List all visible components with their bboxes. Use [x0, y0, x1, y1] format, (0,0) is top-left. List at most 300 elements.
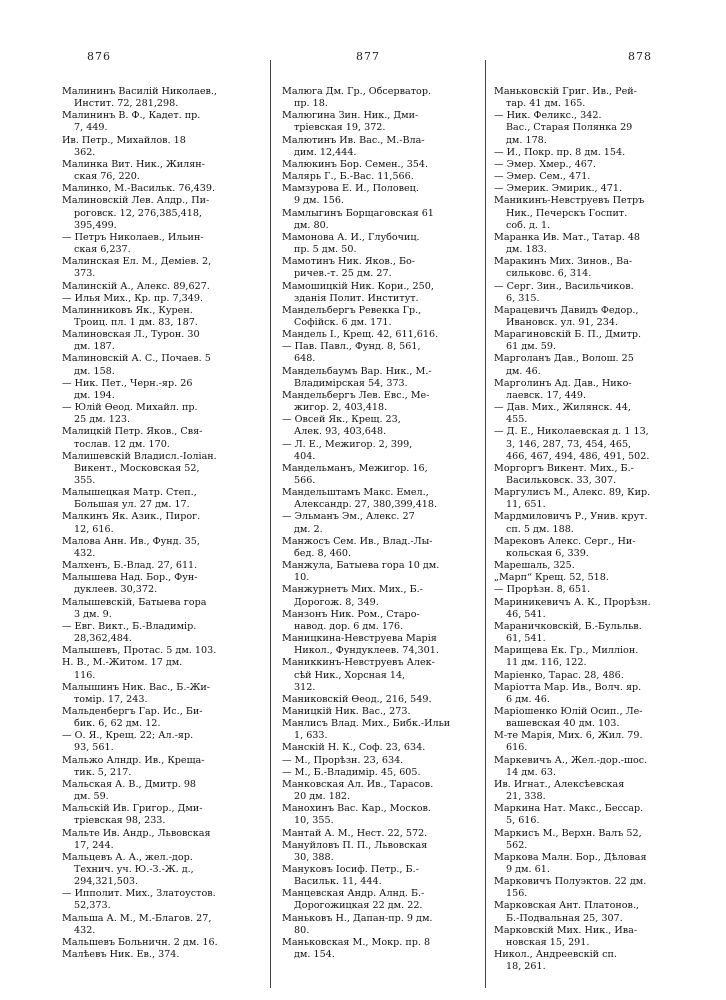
entry-line: Маркисъ М., Верхн. Валъ 52,: [494, 827, 642, 839]
entry-line: Маницкина-Невструева Марія: [282, 633, 437, 645]
entry-line: — Илья Мих., Кр. пр. 7,349.: [62, 292, 204, 304]
entry-line: — Петръ Николаев., Ильин-: [62, 231, 204, 243]
directory-entry: [494, 682, 708, 706]
entry-line: Малышецкая Матр. Степ.,: [62, 487, 197, 499]
directory-entry: [62, 195, 274, 231]
entry-line: 373.: [74, 268, 96, 280]
entry-line: 1, 633.: [294, 730, 328, 742]
page-number-right: 878: [628, 50, 652, 63]
directory-entry: [494, 426, 708, 462]
directory-entry: [282, 110, 494, 134]
entry-line: 432.: [74, 547, 96, 559]
directory-entry: [282, 414, 494, 438]
directory-entry: [282, 706, 494, 718]
directory-entry: [282, 135, 494, 159]
entry-line: Александр. 27, 380,399,418.: [294, 499, 438, 511]
entry-line: 5, 616.: [506, 815, 540, 827]
entry-line: Маньковская М., Мокр. пр. 8: [282, 936, 431, 948]
directory-entry: [494, 706, 708, 730]
directory-entry: [62, 730, 274, 754]
directory-entry: [282, 767, 494, 779]
directory-entry: [282, 694, 494, 706]
entry-line: 30, 388.: [294, 851, 334, 863]
entry-line: Мальскій Ив. Григор., Дми-: [62, 803, 203, 815]
entry-line: Ив. Игнат., Алексѣевская: [494, 778, 625, 790]
entry-line: дм. 46.: [506, 365, 541, 377]
entry-line: 616.: [506, 742, 528, 754]
entry-line: 9 дм. 156.: [294, 195, 344, 207]
entry-line: сильковс. 6, 314.: [506, 268, 592, 280]
entry-line: Владимірская 54, 373.: [294, 377, 408, 389]
entry-line: Малиновскій Лев. Алдр., Пи-: [62, 195, 210, 207]
directory-entry: [282, 171, 494, 183]
entry-line: 21, 338.: [506, 791, 546, 803]
entry-line: ричев.-т. 25 дм. 27.: [294, 268, 392, 280]
entry-line: 61, 541.: [506, 633, 546, 645]
directory-entry: [62, 487, 274, 511]
entry-line: 52,373.: [74, 900, 111, 912]
directory-entry: [62, 353, 274, 377]
entry-line: 6, 315.: [506, 292, 540, 304]
directory-entry: [62, 159, 274, 183]
directory-entry: [494, 572, 708, 584]
entry-line: Мамошицкій Ник. Кори., 250,: [282, 280, 434, 292]
entry-line: Мальшевъ Больничн. 2 дм. 16.: [62, 936, 218, 948]
directory-entry: [62, 572, 274, 596]
entry-line: Маниккинъ-Невструевъ Алек-: [282, 657, 435, 669]
entry-line: Мамлыгинъ Борщаговская 61: [282, 207, 434, 219]
directory-entry: [494, 147, 708, 159]
entry-line: дим. 12,444.: [294, 146, 357, 158]
entry-line: Мальденбергъ Гар. Ис., Би-: [62, 705, 203, 717]
entry-line: Моргоргъ Викент. Мих., Б.-: [494, 462, 634, 474]
entry-line: тослав. 12 дм. 170.: [74, 438, 170, 450]
entry-line: Манскій Н. К., Соф. 23, 634.: [282, 742, 426, 754]
directory-entry: [282, 913, 494, 937]
directory-entry: [282, 256, 494, 280]
entry-line: Софійск. 6 дм. 171.: [294, 316, 392, 328]
directory-entry: [494, 86, 708, 110]
directory-entry: [62, 378, 274, 402]
entry-line: Мальцевъ А. А., жел.-дор.: [62, 851, 193, 863]
entry-line: 294,321,503.: [74, 876, 139, 888]
directory-entry: [62, 281, 274, 293]
page-number-left: 876: [87, 50, 111, 63]
directory-entry: [282, 560, 494, 584]
entry-line: Мануковъ Іосиф. Петр., Б.-: [282, 864, 419, 875]
entry-line: тріевская 19, 372.: [294, 122, 386, 134]
entry-line: Малинка Вит. Ник., Жилян-: [62, 158, 205, 170]
entry-line: Маркина Нат. Макс., Бессар.: [494, 803, 644, 815]
entry-line: 566.: [294, 475, 316, 486]
entry-line: Малицкій Петр. Яков., Свя-: [62, 426, 203, 438]
entry-line: Малиновскій А. С., Почаев. 5: [62, 353, 211, 365]
entry-line: Большая ул. 27 дм. 17.: [74, 499, 190, 511]
entry-line: Дорогож. 8, 349.: [294, 596, 379, 608]
directory-entry: [62, 682, 274, 706]
entry-line: зданія Полит. Институт.: [294, 292, 419, 304]
entry-line: Малиновская Л., Турон. 30: [62, 329, 200, 341]
directory-entry: [494, 828, 708, 852]
entry-line: Троиц. пл. 1 дм. 83, 187.: [74, 316, 198, 328]
directory-entry: [282, 609, 494, 633]
directory-entry: [282, 208, 494, 232]
entry-line: дуклеев. 30,372.: [74, 584, 158, 596]
entry-line: Мануйловъ П. П., Львовская: [282, 839, 428, 851]
entry-line: Малярь Г., Б.-Вас. 11,566.: [282, 171, 414, 183]
directory-entry: [62, 305, 274, 329]
entry-line: Мардмиловичъ Р., Унив. крут.: [494, 511, 648, 523]
directory-entry: [494, 378, 708, 402]
entry-line: 432.: [74, 924, 96, 936]
entry-line: Маницкій Ник. Вас., 273.: [282, 705, 411, 717]
entry-line: Мариникевичъ А. К., Прорѣзн.: [494, 596, 651, 608]
entry-line: — Ник. Феликс., 342.: [494, 110, 602, 122]
entry-line: Мальжо Алндр. Ив., Креща-: [62, 754, 205, 766]
directory-entry: [494, 402, 708, 426]
entry-line: 9 дм. 61.: [506, 864, 550, 875]
directory-entry: [62, 949, 274, 961]
entry-line: Мамзурова Е. И., Половец.: [282, 183, 419, 195]
entry-line: Манжосъ Сем. Ив., Влад.-Лы-: [282, 535, 433, 547]
entry-line: Марковская Ант. Платонов.,: [494, 900, 640, 912]
directory-entry: [62, 426, 274, 450]
entry-line: Манцевская Андр. Алнд. Б.-: [282, 888, 425, 900]
entry-line: 312.: [294, 681, 316, 693]
directory-entry: [282, 742, 494, 754]
entry-line: дм. 80.: [294, 219, 329, 231]
entry-line: Мамотинъ Ник. Яков., Бо-: [282, 256, 416, 268]
entry-line: дм. 158.: [74, 365, 115, 377]
directory-entry: [282, 755, 494, 767]
directory-entry: [62, 913, 274, 937]
directory-entry: [62, 779, 274, 803]
directory-entry: [62, 657, 274, 681]
entry-line: томір. 17, 243.: [74, 693, 148, 705]
entry-line: Мамонова А. И., Глубочиц.: [282, 231, 420, 243]
directory-entry: [494, 645, 708, 669]
entry-line: — Эльманъ Эм., Алекс. 27: [282, 511, 415, 523]
entry-line: — Эмерик. Эмирик., 471.: [494, 183, 622, 195]
entry-line: навод. дор. 6 дм. 176.: [294, 620, 404, 632]
entry-line: Марковскій Мих. Ник., Ива-: [494, 924, 638, 936]
entry-line: Марацевичъ Давидъ Федор.,: [494, 304, 639, 316]
entry-line: тріевская 98, 233.: [74, 815, 166, 827]
entry-line: Васильковск. 33, 307.: [506, 475, 617, 486]
page-number-middle: 877: [356, 50, 380, 63]
directory-entry: [494, 597, 708, 621]
entry-line: — Евг. Викт., Б.-Владимір.: [62, 620, 197, 632]
directory-entry: [62, 621, 274, 645]
directory-entry: [282, 232, 494, 256]
directory-entry: [62, 451, 274, 487]
entry-line: — Овсей Як., Крещ. 23,: [282, 414, 401, 426]
directory-entry: [494, 584, 708, 596]
directory-entry: [494, 536, 708, 560]
directory-entry: [62, 232, 274, 256]
entry-line: Маріотта Мар. Ив., Волч. яр.: [494, 681, 642, 693]
entry-line: — Серг. Зин., Васильчиков.: [494, 280, 634, 292]
entry-line: Малюкинъ Бор. Семен., 354.: [282, 158, 429, 170]
entry-line: — Л. Е., Межигор. 2, 399,: [282, 438, 413, 450]
directory-entry: [282, 159, 494, 171]
entry-line: Мантай А. М., Нест. 22, 572.: [282, 827, 428, 839]
entry-line: Васильк. 11, 444.: [294, 876, 382, 888]
directory-entry: [62, 597, 274, 621]
entry-line: Малышева Над. Бор., Фун-: [62, 572, 198, 584]
directory-entry: [494, 852, 708, 876]
directory-entry: [62, 511, 274, 535]
directory-entry: [494, 183, 708, 195]
directory-entry: [494, 560, 708, 572]
entry-line: дм. 183.: [506, 244, 547, 256]
entry-line: дм. 154.: [294, 949, 335, 961]
entry-line: Марищева Ек. Гр., Милліон.: [494, 645, 639, 657]
directory-entry: [282, 366, 494, 390]
directory-entry: [62, 852, 274, 888]
directory-entry: [494, 463, 708, 487]
entry-line: 11 дм. 116, 122.: [506, 657, 587, 669]
directory-entry: [62, 888, 274, 912]
entry-line: Мандельбергъ Лев. Евс., Ме-: [282, 389, 430, 401]
entry-line: Манлисъ Влад. Мих., Бибк.-Ильи: [282, 718, 451, 730]
directory-entry: [282, 329, 494, 341]
entry-line: 648.: [294, 353, 316, 365]
directory-entry: [62, 110, 274, 134]
entry-line: Малишевскій Владисл.-Іоліан.: [62, 450, 217, 462]
directory-entry: [494, 110, 708, 146]
directory-entry: [62, 536, 274, 560]
entry-line: пр. 18.: [294, 98, 328, 110]
directory-entry: [282, 803, 494, 827]
directory-entry: [62, 828, 274, 852]
entry-line: Инстит. 72, 281,298.: [74, 98, 179, 110]
entry-line: 455.: [506, 414, 528, 426]
entry-line: Марковичъ Полуэктов. 22 дм.: [494, 876, 647, 888]
entry-line: Малхенъ, Б.-Влад. 27, 611.: [62, 560, 198, 572]
entry-line: Малышинъ Ник. Вас., Б.-Жи-: [62, 681, 211, 693]
directory-entry: [282, 718, 494, 742]
entry-line: — М., Б.-Владимір. 45, 605.: [282, 766, 421, 778]
directory-entry: [494, 487, 708, 511]
entry-line: Марешаль, 325.: [494, 560, 575, 572]
directory-column-middle: [282, 86, 494, 961]
entry-line: 395,499.: [74, 219, 117, 231]
entry-line: Маркевичъ А., Жел.-дор.-шос.: [494, 754, 648, 766]
directory-entry: [494, 621, 708, 645]
directory-entry: [282, 584, 494, 608]
entry-line: лаевск. 17, 449.: [506, 389, 587, 401]
entry-line: Маникинъ-Невструевъ Петръ: [494, 195, 645, 207]
entry-line: Малининъ В. Ф., Кадет. пр.: [62, 110, 201, 122]
directory-entry: [62, 755, 274, 779]
directory-entry: [494, 779, 708, 803]
entry-line: жигор. 2, 403,418.: [294, 402, 388, 414]
entry-line: „Марп“ Крещ. 52, 518.: [494, 572, 609, 584]
entry-line: — Эмер. Сем., 471.: [494, 171, 591, 183]
directory-column-left: [62, 86, 274, 961]
entry-line: Мальская А. В., Дмитр. 98: [62, 778, 197, 790]
entry-line: Малютинъ Ив. Вас., М.-Вла-: [282, 134, 425, 146]
entry-line: Малининъ Василій Николаев.,: [62, 86, 218, 97]
entry-line: Маранка Ив. Мат., Татар. 48: [494, 231, 641, 243]
entry-line: 11, 651.: [506, 499, 546, 511]
entry-line: 562.: [506, 839, 528, 851]
entry-line: 466, 467, 494, 486, 491, 502.: [506, 450, 650, 462]
entry-line: Мандельбергъ Ревекка Гр.,: [282, 304, 422, 316]
entry-line: новская 15, 291.: [506, 936, 590, 948]
entry-line: Мараничковскій, Б.-Бульльв.: [494, 620, 642, 632]
directory-entry: [494, 925, 708, 949]
entry-line: Маньковъ Н., Дапан-пр. 9 дм.: [282, 912, 433, 924]
directory-entry: [282, 511, 494, 535]
directory-entry: [282, 779, 494, 803]
entry-line: Маріенко, Тарас. 28, 486.: [494, 669, 624, 681]
directory-entry: [282, 657, 494, 693]
directory-entry: [282, 864, 494, 888]
entry-line: Викент., Московская 52,: [74, 462, 200, 474]
entry-line: Мандельбаумъ Вар. Ник., М.-: [282, 365, 432, 377]
entry-line: бик. 6, 62 дм. 12.: [74, 718, 161, 730]
entry-line: Малинскій А., Алекс. 89,627.: [62, 280, 210, 292]
entry-line: пр. 5 дм. 50.: [294, 244, 357, 256]
entry-line: сѣй Ник., Хорсная 14,: [294, 669, 406, 681]
entry-line: Мальте Ив. Андр., Львовская: [62, 827, 211, 839]
directory-column-right: [494, 86, 708, 973]
directory-entry: [282, 633, 494, 657]
entry-line: — Ипполит. Мих., Златоустов.: [62, 888, 216, 900]
directory-entry: [62, 86, 274, 110]
entry-line: Малинская Ел. М., Демiев. 2,: [62, 256, 212, 268]
directory-entry: [282, 888, 494, 912]
directory-entry: [494, 949, 708, 973]
entry-line: Марагиновскій Б. П., Дмитр.: [494, 329, 642, 341]
directory-entry: [494, 281, 708, 305]
directory-entry: [282, 439, 494, 463]
entry-line: 18, 261.: [506, 961, 546, 973]
directory-entry: [494, 256, 708, 280]
directory-entry: [494, 755, 708, 779]
entry-line: Малинниковъ Як., Курен.: [62, 304, 193, 316]
entry-line: Манжурнетъ Мих. Мих., Б.-: [282, 584, 423, 596]
entry-line: дм. 194.: [74, 389, 115, 401]
directory-entry: [62, 183, 274, 195]
entry-line: Малинко, М.-Васильк. 76,439.: [62, 183, 215, 195]
entry-line: кольская 6, 339.: [506, 547, 589, 559]
entry-line: тик. 5, 217.: [74, 766, 132, 778]
directory-entry: [494, 171, 708, 183]
entry-line: дм. 178.: [506, 134, 547, 146]
entry-line: Никол., Фундуклеев. 74,301.: [294, 645, 439, 657]
entry-line: Малкинъ Як. Азик., Пирог.: [62, 511, 201, 523]
directory-entry: [494, 159, 708, 171]
directory-entry: [282, 536, 494, 560]
directory-entry: [62, 560, 274, 572]
entry-line: 28,362,484.: [74, 633, 132, 645]
entry-line: 156.: [506, 888, 528, 900]
directory-entry: [62, 645, 274, 657]
directory-entry: [282, 86, 494, 110]
entry-line: Манковская Ал. Ив., Тарасов.: [282, 778, 434, 790]
entry-line: соб. д. 1.: [506, 219, 551, 231]
entry-line: ская 6,237.: [74, 244, 131, 256]
entry-line: сп. 5 дм. 188.: [506, 523, 574, 535]
entry-line: 12, 616.: [74, 523, 114, 535]
entry-line: 25 дм. 123.: [74, 414, 131, 426]
entry-line: Технич. уч. Ю.-З.-Ж. д.,: [74, 864, 194, 875]
entry-line: 404.: [294, 450, 316, 462]
entry-line: Мандель I., Крещ. 42, 611,616.: [282, 329, 439, 341]
entry-line: роговск. 12, 276,385,418,: [74, 207, 202, 219]
directory-entry: [62, 402, 274, 426]
entry-line: 116.: [74, 669, 96, 681]
entry-line: — Пав. Павл., Фунд. 8, 561,: [282, 341, 421, 353]
entry-line: Малышевъ, Протас. 5 дм. 103.: [62, 645, 217, 657]
entry-line: дм. 59.: [74, 791, 109, 803]
entry-line: ская 76, 220.: [74, 171, 140, 183]
entry-line: — Эмер. Хмер., 467.: [494, 158, 596, 170]
entry-line: Маркова Малн. Бор., Дѣловая: [494, 851, 647, 863]
directory-entry: [494, 803, 708, 827]
directory-entry: [282, 390, 494, 414]
entry-line: Н. В., М.-Житом. 17 дм.: [62, 657, 183, 669]
entry-line: тар. 41 дм. 165.: [506, 98, 586, 110]
entry-line: Ивановск. ул. 91, 234.: [506, 316, 619, 328]
entry-line: Б.-Подвальная 25, 307.: [506, 912, 623, 924]
entry-line: — Дав. Мих., Жилянск. 44,: [494, 402, 631, 414]
entry-line: Малова Анн. Ив., Фунд. 35,: [62, 535, 200, 547]
entry-line: Маньковскій Григ. Ив., Рей-: [494, 86, 637, 97]
entry-line: — О. Я., Крещ. 22; Ал.-яр.: [62, 730, 194, 742]
directory-entry: [494, 353, 708, 377]
directory-entry: [494, 195, 708, 231]
entry-line: 80.: [294, 924, 310, 936]
directory-entry: [282, 487, 494, 511]
directory-entry: [282, 828, 494, 840]
directory-entry: [494, 329, 708, 353]
entry-line: дм. 187.: [74, 341, 115, 353]
directory-entry: [62, 803, 274, 827]
entry-line: Маріошенко Юлій Осип., Ле-: [494, 705, 643, 717]
entry-line: М-те Марія, Мих. 6, Жил. 79.: [494, 730, 643, 742]
directory-entry: [494, 900, 708, 924]
directory-entry: [494, 670, 708, 682]
entry-line: Мандельштамъ Макс. Емел.,: [282, 487, 429, 499]
entry-line: 17, 244.: [74, 839, 114, 851]
entry-line: Алек. 93, 403,648.: [294, 426, 387, 438]
entry-line: Малышевскій, Батыева гора: [62, 596, 207, 608]
entry-line: 3, 146, 287, 73, 454, 465,: [506, 438, 632, 450]
entry-line: 93, 561.: [74, 742, 114, 754]
directory-entry: [282, 183, 494, 207]
directory-entry: [62, 135, 274, 159]
entry-line: 14 дм. 63.: [506, 766, 556, 778]
entry-line: Ник., Печерскъ Госпит.: [506, 207, 628, 219]
directory-entry: [282, 341, 494, 365]
entry-line: дм. 2.: [294, 523, 323, 535]
entry-line: Мандельманъ, Межигор. 16,: [282, 462, 428, 474]
directory-entry: [282, 937, 494, 961]
entry-line: 7, 449.: [74, 122, 108, 134]
entry-line: 20 дм. 182.: [294, 791, 351, 803]
entry-line: вашевская 40 дм. 103.: [506, 718, 620, 730]
entry-line: Маракинъ Мих. Зинов., Ва-: [494, 256, 633, 268]
entry-line: — Юлій Өеод. Михайл. пр.: [62, 402, 198, 414]
directory-entry: [62, 293, 274, 305]
entry-line: Марголанъ Дав., Волош. 25: [494, 353, 634, 365]
entry-line: Марголинъ Ад. Дав., Нико-: [494, 377, 632, 389]
entry-line: — М., Прорѣзн. 23, 634.: [282, 754, 404, 766]
